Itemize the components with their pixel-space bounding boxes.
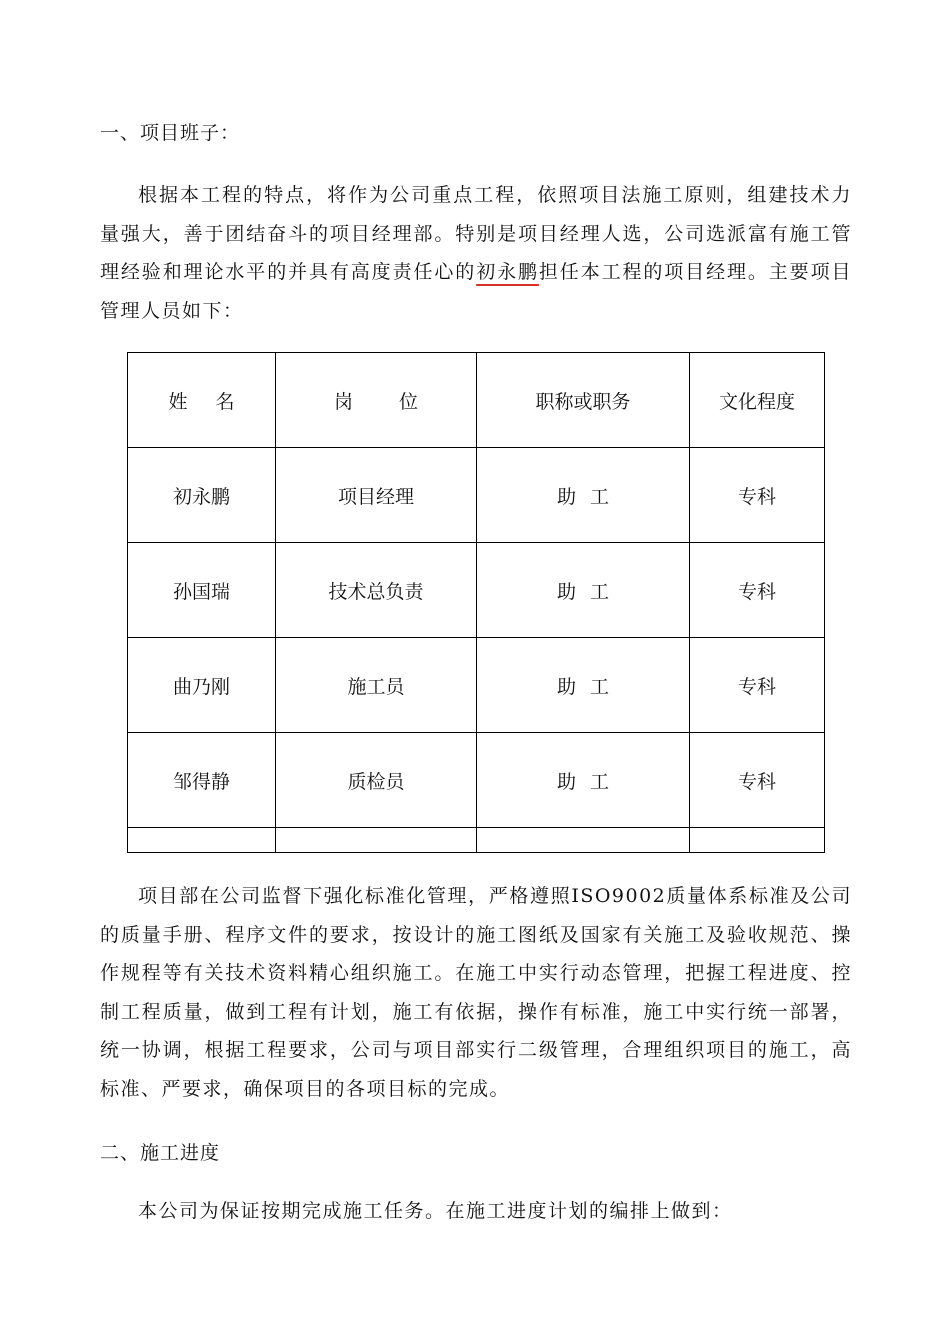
table-row (128, 448, 825, 543)
cell-education: 专科 (690, 733, 825, 828)
cell-name: 曲乃刚 (128, 638, 276, 733)
section-2-text: 本公司为保证按期完成施工任务。在施工进度计划的编排上做到： (138, 1200, 733, 1222)
empty-cell (690, 828, 825, 853)
table-header-row (128, 353, 825, 448)
table-empty-row (128, 828, 825, 853)
cell-education: 专科 (690, 543, 825, 638)
empty-cell (128, 828, 276, 853)
cell-name: 初永鹏 (128, 448, 276, 543)
header-name: 姓名 (128, 353, 276, 448)
intro-text-after: 担任本工程的项目经理。主要项目管理人员如下： (100, 261, 852, 322)
project-manager-name: 初永鹏 (476, 261, 539, 283)
empty-cell (477, 828, 690, 853)
section-1-heading: 一、项目班子： (100, 122, 241, 144)
cell-position: 项目经理 (276, 448, 477, 543)
management-paragraph: 项目部在公司监督下强化标准化管理，严格遵照ISO9002质量体系标准及公司的质量手册、程序文件的要求，按设计的施工图纸及国家有关施工及验收规范、操作规程等有关技术资料精心组织施工。在施工中实行动态管理，把握工程进度、控制工程质量，做到工程有计划，施工有依据，操作有标准，施工中实行统一部署，统一协调，根据工程要求，公司与项目部实行二级管理，合理组织项目的施工，高标准、严要求，确保项目的各项目标的完成。 (100, 885, 852, 1100)
cell-position: 施工员 (276, 638, 477, 733)
cell-title: 助工 (477, 733, 690, 828)
cell-title: 助工 (477, 448, 690, 543)
table-row (128, 543, 825, 638)
cell-education: 专科 (690, 638, 825, 733)
header-education: 文化程度 (690, 353, 825, 448)
table-row (128, 733, 825, 828)
cell-title: 助工 (477, 638, 690, 733)
table-row (128, 638, 825, 733)
section-2-heading: 二、施工进度 (100, 1142, 221, 1164)
empty-cell (276, 828, 477, 853)
cell-name: 孙国瑞 (128, 543, 276, 638)
cell-position: 质检员 (276, 733, 477, 828)
intro-text-before: 根据本工程的特点，将作为公司重点工程，依照项目法施工原则，组建技术力量强大，善于团结奋斗的项目经理部。特别是项目经理人选，公司选派富有施工管理经验和理论水平的并具有高度责任心的 (100, 184, 852, 283)
header-title: 职称或职务 (477, 353, 690, 448)
cell-position: 技术总负责 (276, 543, 477, 638)
cell-title: 助工 (477, 543, 690, 638)
cell-education: 专科 (690, 448, 825, 543)
staff-table (127, 352, 825, 853)
cell-name: 邹得静 (128, 733, 276, 828)
header-position: 岗位 (276, 353, 477, 448)
section-1-intro (100, 176, 852, 330)
